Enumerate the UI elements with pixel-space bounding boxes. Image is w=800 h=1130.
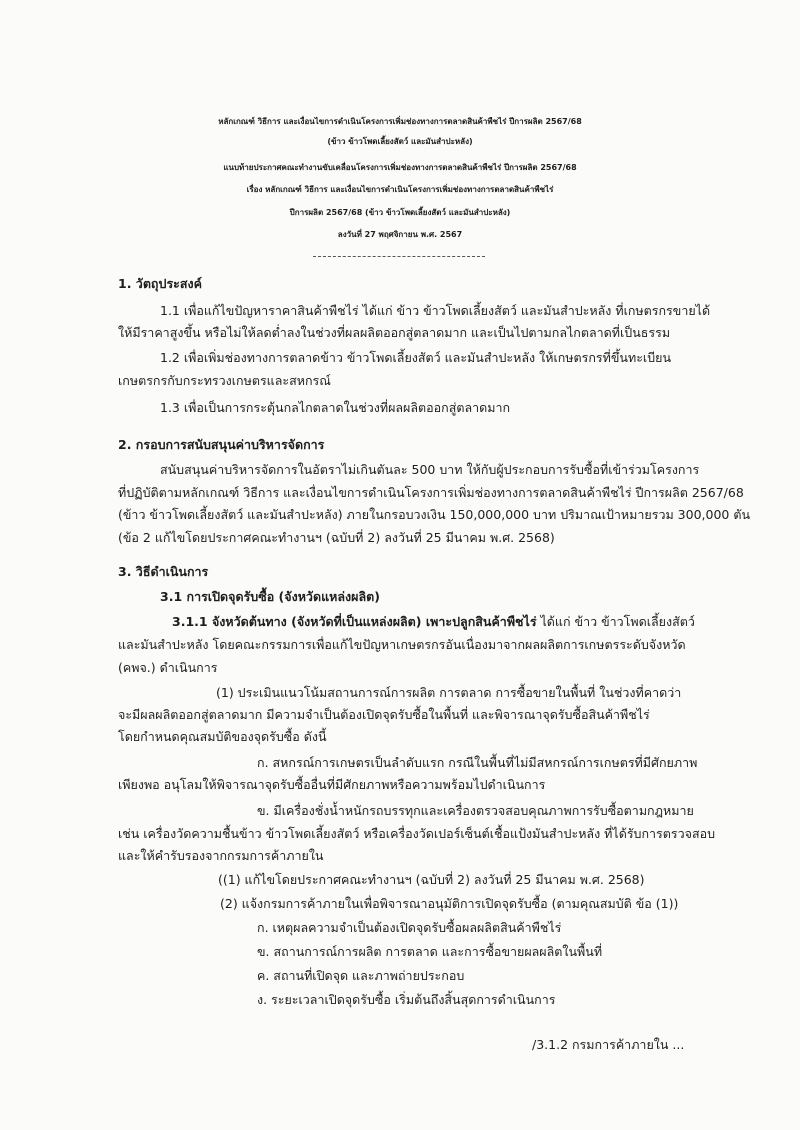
header-divider [313, 256, 485, 257]
objective-1-2-line-1: 1.2 เพื่อเพิ่มช่องทางการตลาดข้าว ข้าวโพดเลี้ยงสัตว์ และมันสำปะหลัง ให้เกษตรกรที่ขึ้นทะเบียน [160, 350, 671, 365]
item-1-kho-line-1: ข. มีเครื่องชั่งน้ำหนักรถบรรทุกและเครื่องตรวจสอบคุณภาพการรับซื้อตามกฎหมาย [257, 803, 694, 818]
item-3-1-1-title: 3.1.1 จังหวัดต้นทาง (จังหวัดที่เป็นแหล่งผลิต) เพาะปลูกสินค้าพืชไร่ [172, 614, 537, 629]
section-2-line-2: ที่ปฏิบัติตามหลักเกณฑ์ วิธีการ และเงื่อนไขการดำเนินโครงการเพิ่มช่องทางการตลาดสินค้าพืชไร่ ปีการผลิต 2567/68 [118, 485, 744, 500]
objective-1-1-line-1: 1.1 เพื่อแก้ไขปัญหาราคาสินค้าพืชไร่ ได้แก่ ข้าว ข้าวโพดเลี้ยงสัตว์ และมันสำปะหลัง ที่เกษตรกรขายได้ [160, 303, 711, 318]
header-title-line-1: หลักเกณฑ์ วิธีการ และเงื่อนไขการดำเนินโครงการเพิ่มช่องทางการตลาดสินค้าพืชไร่ ปีการผลิต 2567/68 [218, 117, 582, 126]
header-date: ลงวันที่ 27 พฤศจิกายน พ.ศ. 2567 [337, 230, 463, 239]
section-2-line-1: สนับสนุนค่าบริหารจัดการในอัตราไม่เกินตันละ 500 บาท ให้กับผู้ประกอบการรับซื้อที่เข้าร่วมโครงการ [160, 462, 700, 477]
continuation-marker: /3.1.2 กรมการค้าภายใน ... [532, 1037, 685, 1052]
item-1-kho-line-2: เช่น เครื่องวัดความชื้นข้าว ข้าวโพดเลี้ยงสัตว์ หรือเครื่องวัดเปอร์เซ็นต์เชื้อแป้งมันสำปะหลัง ที่ได้รับการตรวจสอบ [118, 826, 716, 841]
item-3-1-1-line-1 [172, 614, 695, 630]
header-title-line-4: เรื่อง หลักเกณฑ์ วิธีการ และเงื่อนไขการดำเนินโครงการเพิ่มช่องทางการตลาดสินค้าพืชไร่ [246, 185, 554, 194]
item-2: (2) แจ้งกรมการค้าภายในเพื่อพิจารณาอนุมัติการเปิดจุดรับซื้อ (ตามคุณสมบัติ ข้อ (1)) [220, 896, 679, 911]
item-3-1-1-line-3: (คพจ.) ดำเนินการ [118, 660, 218, 675]
item-2-kho: ข. สถานการณ์การผลิต การตลาด และการซื้อขายผลผลิตในพื้นที่ [257, 944, 603, 959]
item-1-line-3: โดยกำหนดคุณสมบัติของจุดรับซื้อ ดังนี้ [118, 729, 327, 744]
amendment-note: ((1) แก้ไขโดยประกาศคณะทำงานฯ (ฉบับที่ 2) ลงวันที่ 25 มีนาคม พ.ศ. 2568) [218, 872, 645, 887]
item-2-ka: ก. เหตุผลความจำเป็นต้องเปิดจุดรับซื้อผลผลิตสินค้าพืชไร่ [257, 920, 562, 935]
item-3-1-1-line-2: และมันสำปะหลัง โดยคณะกรรมการเพื่อแก้ไขปัญหาเกษตรกรอันเนื่องมาจากผลผลิตการเกษตรระดับจังหวัด [118, 637, 686, 652]
header-title-line-5: ปีการผลิต 2567/68 (ข้าว ข้าวโพดเลี้ยงสัตว์ และมันสำปะหลัง) [289, 208, 511, 217]
item-1-ka-line-2: เพียงพอ อนุโลมให้พิจารณาจุดรับซื้ออื่นที่มีศักยภาพหรือความพร้อมไปดำเนินการ [118, 777, 546, 792]
item-1-line-1: (1) ประเมินแนวโน้มสถานการณ์การผลิต การตลาด การซื้อขายในพื้นที่ ในช่วงที่คาดว่า [216, 685, 682, 700]
section-2-line-4: (ข้อ 2 แก้ไขโดยประกาศคณะทำงานฯ (ฉบับที่ 2) ลงวันที่ 25 มีนาคม พ.ศ. 2568) [118, 530, 555, 545]
objective-1-3: 1.3 เพื่อเป็นการกระตุ้นกลไกตลาดในช่วงที่ผลผลิตออกสู่ตลาดมาก [160, 400, 511, 415]
item-1-line-2: จะมีผลผลิตออกสู่ตลาดมาก มีความจำเป็นต้องเปิดจุดรับซื้อในพื้นที่ และพิจารณาจุดรับซื้อสินค้าพืชไร่ [118, 707, 650, 722]
section-3-heading: 3. วิธีดำเนินการ [118, 564, 209, 579]
header-title-line-2: (ข้าว ข้าวโพดเลี้ยงสัตว์ และมันสำปะหลัง) [327, 137, 473, 146]
objective-1-1-line-2: ให้มีราคาสูงขึ้น หรือไม่ให้ลดต่ำลงในช่วงที่ผลผลิตออกสู่ตลาดมาก และเป็นไปตามกลไกตลาดที่เป็นธรรม [118, 325, 671, 340]
item-1-ka-line-1: ก. สหกรณ์การเกษตรเป็นลำดับแรก กรณีในพื้นที่ไม่มีสหกรณ์การเกษตรที่มีศักยภาพ [257, 755, 698, 770]
item-1-kho-line-3: และให้คำรับรองจากกรมการค้าภายใน [118, 848, 324, 863]
objective-1-2-line-2: เกษตรกรกับกระทรวงเกษตรและสหกรณ์ [118, 373, 331, 388]
item-2-kho2: ค. สถานที่เปิดจุด และภาพถ่ายประกอบ [257, 968, 465, 983]
item-3-1-1-rest: ได้แก่ ข้าว ข้าวโพดเลี้ยงสัตว์ [536, 614, 695, 629]
section-1-heading: 1. วัตถุประสงค์ [118, 276, 202, 291]
section-2-heading: 2. กรอบการสนับสนุนค่าบริหารจัดการ [118, 437, 325, 452]
section-2-line-3: (ข้าว ข้าวโพดเลี้ยงสัตว์ และมันสำปะหลัง) ภายในกรอบวงเงิน 150,000,000 บาท ปริมาณเป้าหมายรวม 300,000 ตัน [118, 507, 751, 522]
item-2-ngo: ง. ระยะเวลาเปิดจุดรับซื้อ เริ่มต้นถึงสิ้นสุดการดำเนินการ [257, 992, 556, 1007]
subsection-3-1-heading: 3.1 การเปิดจุดรับซื้อ (จังหวัดแหล่งผลิต) [160, 589, 380, 604]
header-title-line-3: แนบท้ายประกาศคณะทำงานขับเคลื่อนโครงการเพิ่มช่องทางการตลาดสินค้าพืชไร่ ปีการผลิต 2567/68 [223, 163, 577, 172]
